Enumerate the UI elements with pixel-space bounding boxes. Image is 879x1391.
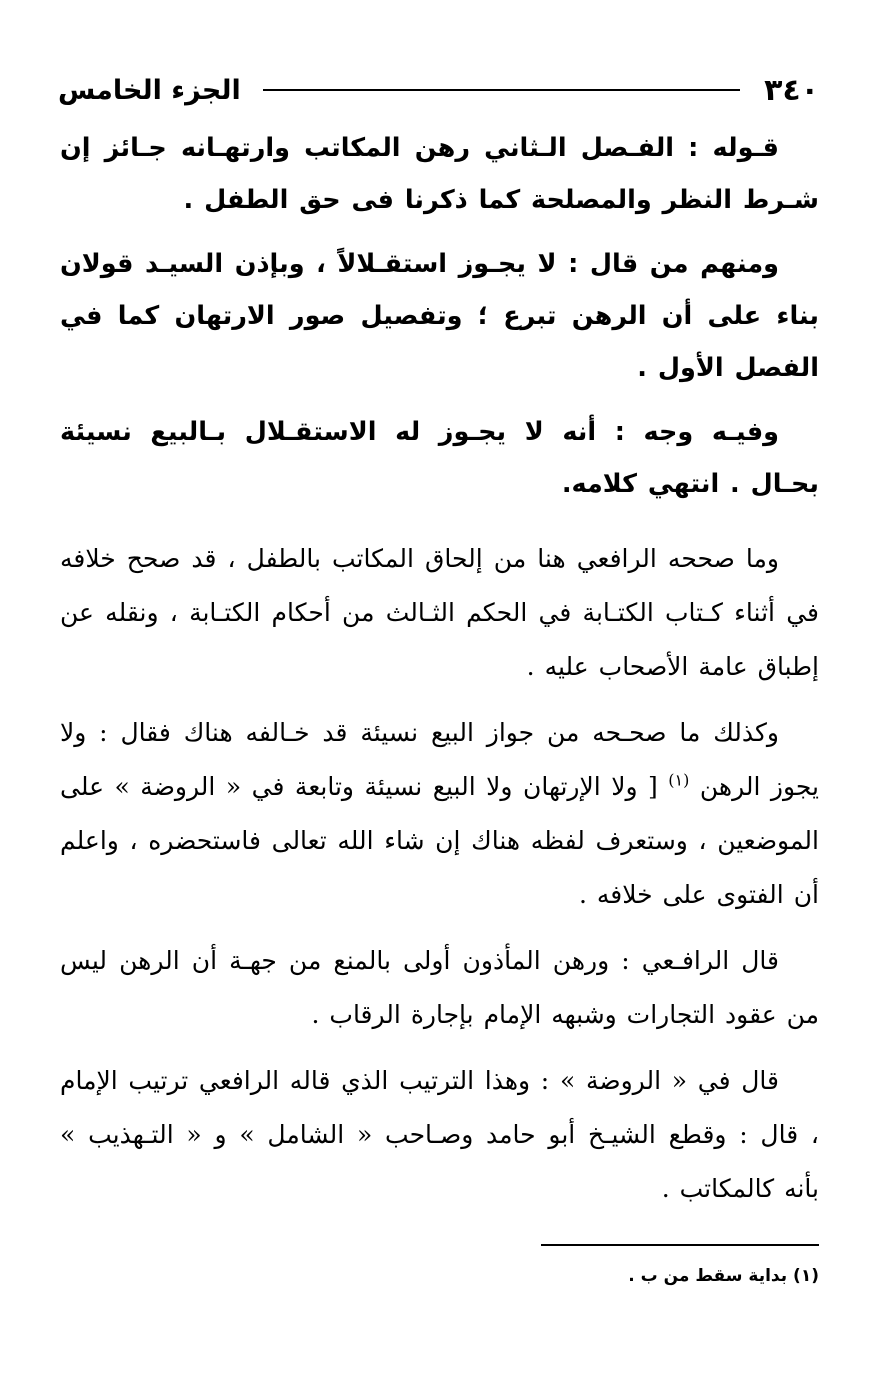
footnote: (١) بداية سقط من ب . (628, 1266, 819, 1286)
footnote-reference[interactable]: (١) (668, 770, 690, 790)
paragraph-commentary-1: وما صححه الرافعي هنا من إلحاق المكاتب بالطفل ، قد صحح خلافه في أثناء كـتاب الكتـابة في الحكم الثـالث من أحكام الكتـابة ، ونقله عن إطباق عامة الأصحاب عليه . (60, 544, 819, 681)
paragraph-quote-3: وفيـه وجه : أنه لا يجـوز له الاستقـلال بـالبيع نسيئة بحـال . انتهي كلامه. (60, 417, 819, 499)
paragraph-quote-1: قـوله : الفـصل الـثاني رهن المكاتب وارتهـانه جـائز إن شـرط النظر والمصلحة كما ذكرنا فى حق الطفل . (60, 133, 819, 215)
footnote-rule (541, 1244, 819, 1246)
page-number: ٣٤٠ (764, 72, 819, 108)
paragraph-quote-2: ومنهم من قال : لا يجـوز استقـلالاً ، وبإذن السيـد قولان بناء على أن الرهن تبرع ؛ وتفصيل صور الارتهان كما في الفصل الأول . (60, 249, 819, 383)
running-title: الجزء الخامس (58, 74, 241, 106)
header-rule (263, 89, 740, 91)
running-header (58, 68, 819, 112)
paragraph-text: [ ولا الإرتهان ولا البيع نسيئة وتابعة في « الروضة » على الموضعين ، وستعرف لفظه هناك إن شاء الله تعالى فاستحضره ، واعلم أن الفتوى على خلافه . (60, 772, 819, 909)
main-text (60, 122, 819, 1228)
paragraph-commentary-2 (60, 706, 819, 922)
paragraph-commentary-3: قال الرافـعي : ورهن المأذون أولى بالمنع من جهـة أن الرهن ليس من عقود التجارات وشبهه الإمام بإجارة الرقاب . (60, 946, 819, 1029)
paragraph-text: وكذلك ما صحـحه من جواز البيع نسيئة قد خـالفه هناك فقال : ولا يجوز الرهن (60, 718, 820, 801)
paragraph-commentary-4: قال في « الروضة » : وهذا الترتيب الذي قاله الرافعي ترتيب الإمام ، قال : وقطع الشيـخ أبو حامد وصـاحب « الشامل » و « التـهذيب » بأنه كالمكاتب . (60, 1066, 819, 1203)
